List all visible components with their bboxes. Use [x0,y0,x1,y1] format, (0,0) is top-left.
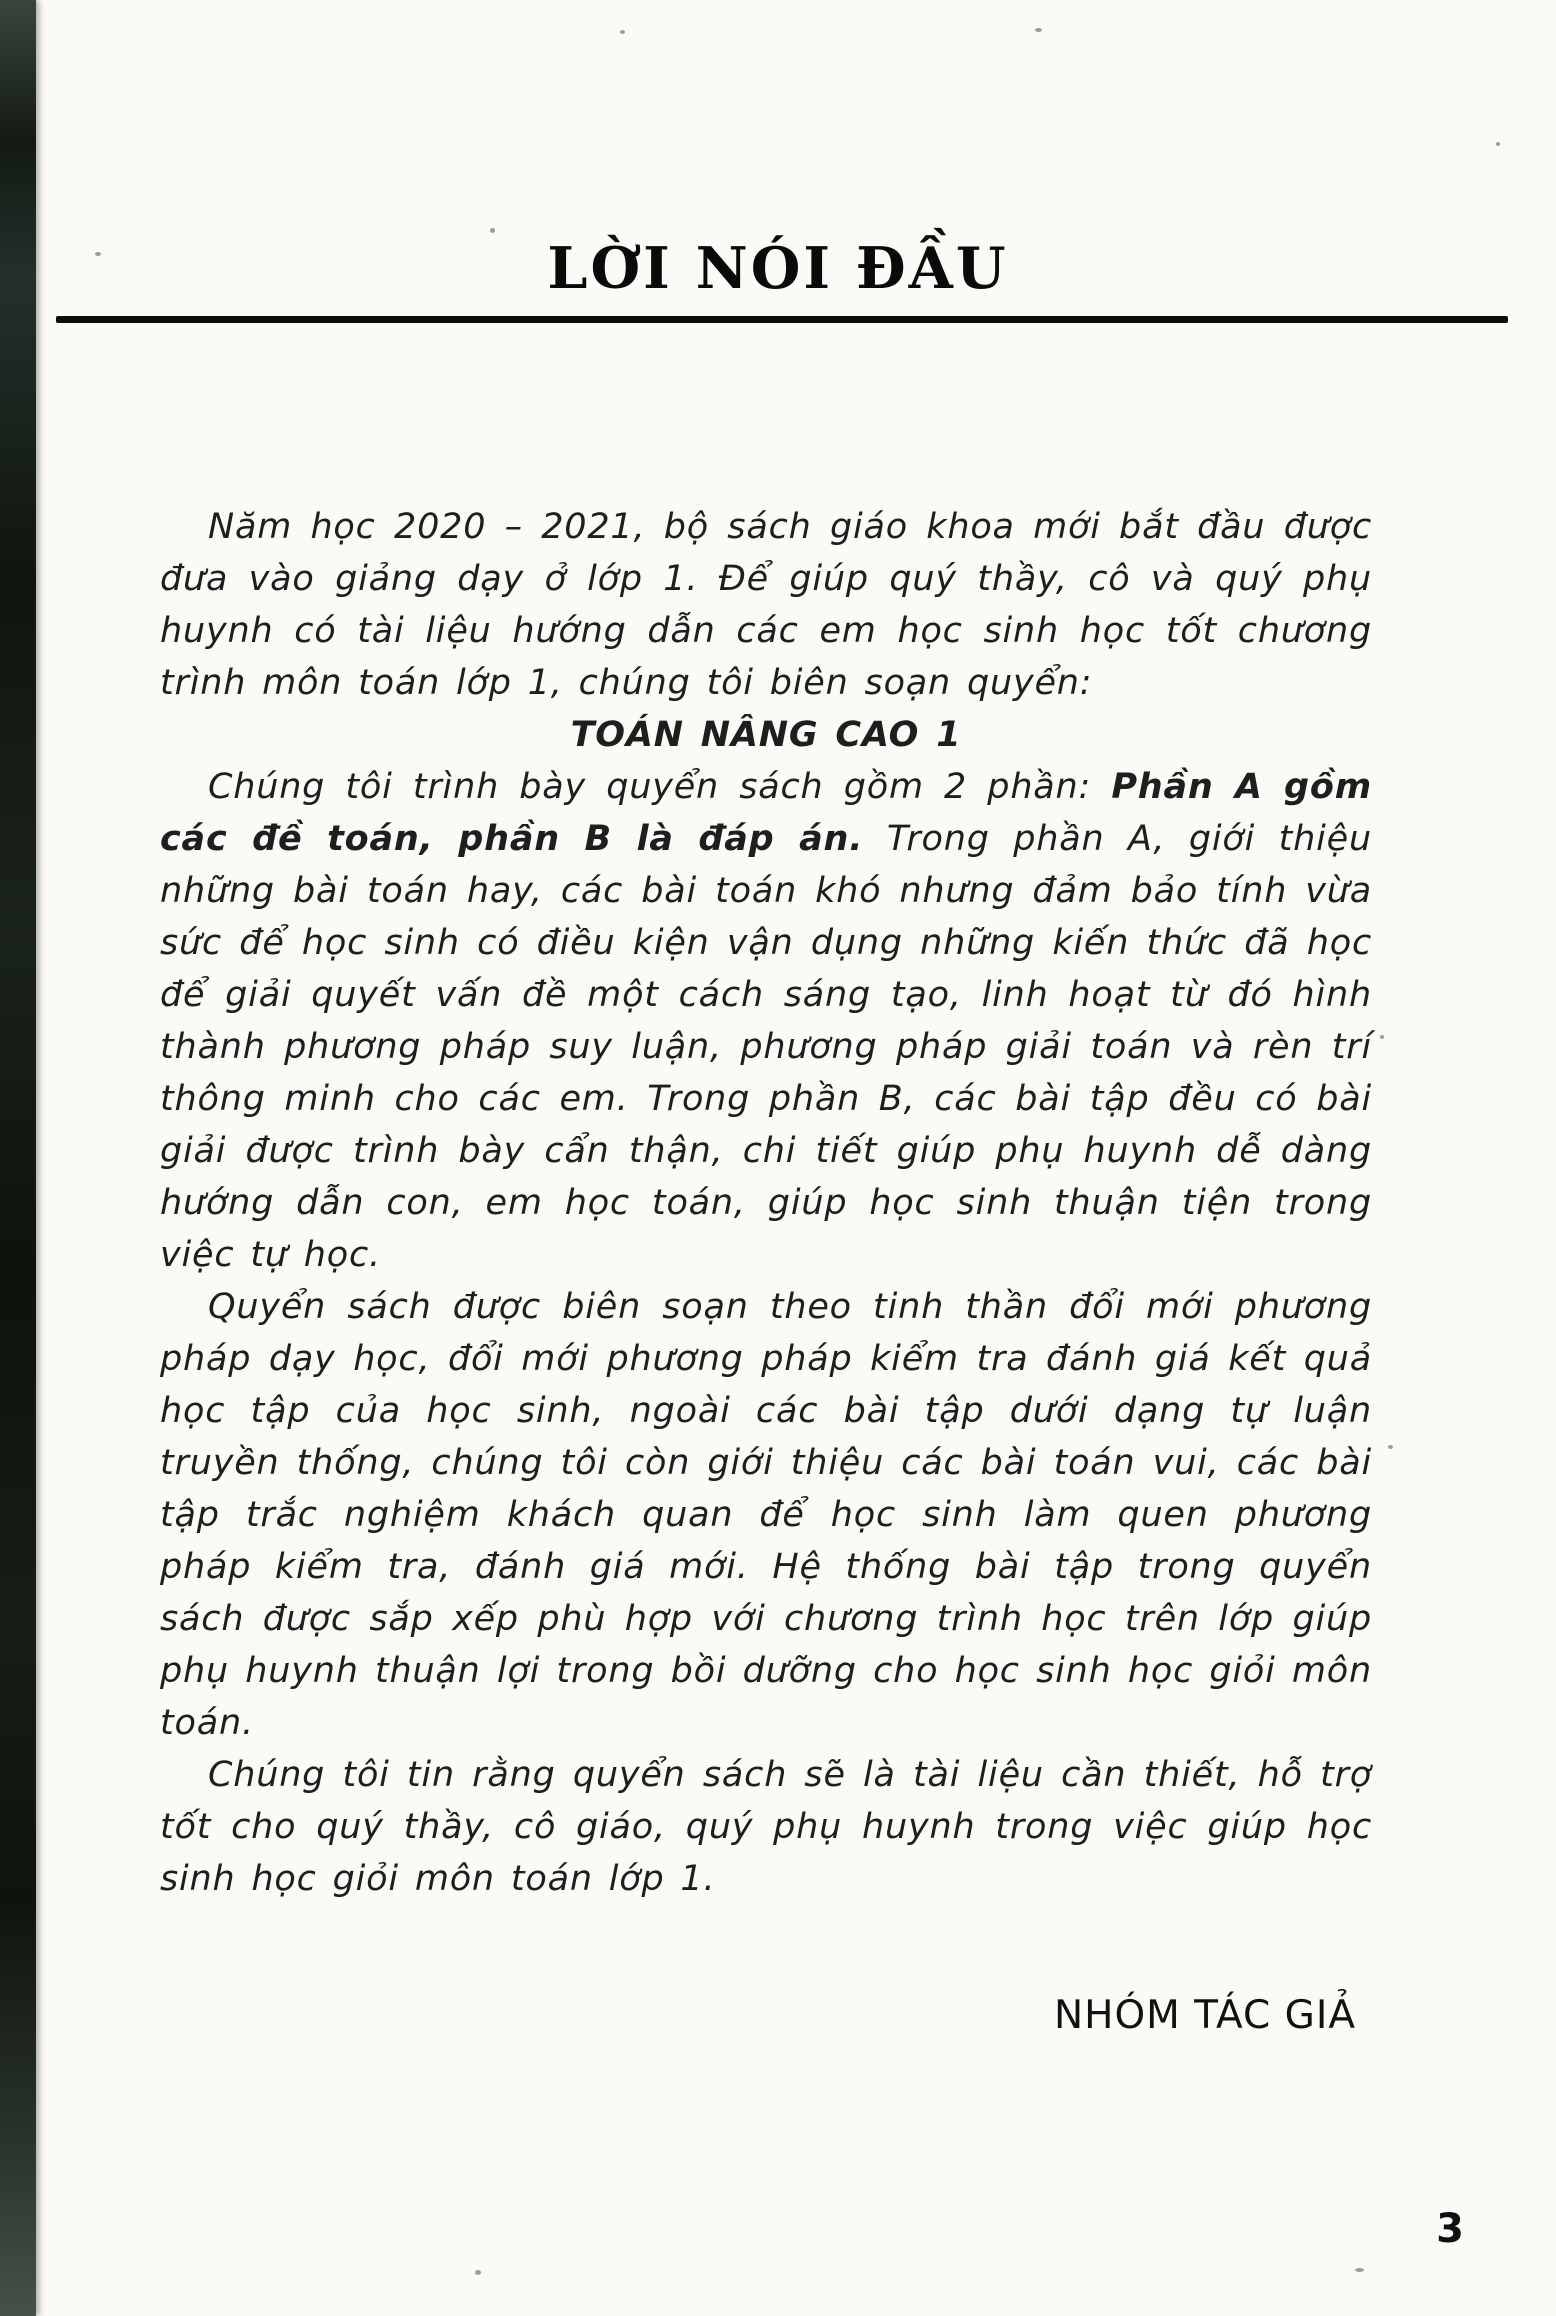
scan-speck [1035,28,1042,32]
paragraph-structure-rest: Trong phần A, giới thiệu những bài toán hay, các bài toán khó nhưng đảm bảo tính vừa sức để học sinh có điều kiện vận dụng những kiến thức đã học để giải quyết vấn đề một cách sáng tạo, linh hoạt từ đó hình thành phương pháp suy luận, phương pháp giải toán và rèn trí thông minh cho các em. Trong phần B, các bài tập đều có bài giải được trình bày cẩn thận, chi tiết giúp phụ huynh dễ dàng hướng dẫn con, em học toán, giúp học sinh thuận tiện trong việc tự học. [160,819,1372,1275]
scan-speck [1496,142,1500,146]
paragraph-closing: Chúng tôi tin rằng quyển sách sẽ là tài liệu cần thiết, hỗ trợ tốt cho quý thầy, cô giáo, quý phụ huynh trong việc giúp học sinh học giỏi môn toán lớp 1. [160,1755,1372,1899]
paragraph-structure [160,761,1372,1281]
book-binding-scan-edge [0,0,36,2316]
scan-speck [1355,2268,1364,2272]
scan-speck [1380,1035,1384,1039]
title-underline-rule [56,316,1508,323]
paragraph-structure-lead: Chúng tôi trình bày quyển sách gồm 2 phần: [208,767,1112,807]
author-signature: NHÓM TÁC GIẢ [1053,1993,1356,2038]
paragraph-method: Quyển sách được biên soạn theo tinh thần đổi mới phương pháp dạy học, đổi mới phương pháp kiểm tra đánh giá kết quả học tập của học sinh, ngoài các bài tập dưới dạng tự luận truyền thống, chúng tôi còn giới thiệu các bài toán vui, các bài tập trắc nghiệm khách quan để học sinh làm quen phương pháp kiểm tra, đánh giá mới. Hệ thống bài tập trong quyển sách được sắp xếp phù hợp với chương trình học trên lớp giúp phụ huynh thuận lợi trong bồi dưỡng cho học sinh học giỏi môn toán. [160,1287,1372,1743]
preface-body [160,501,1372,1905]
book-title-line: TOÁN NÂNG CAO 1 [570,715,962,755]
scan-speck [475,2270,481,2275]
page-number: 3 [1436,2206,1464,2252]
paragraph-structure-bold: Phần A gồm các đề toán, phần B là đáp án. [160,767,1372,859]
scan-speck [620,30,625,34]
page-title: LỜI NÓI ĐẦU [547,235,1009,302]
scan-speck [95,252,101,256]
scan-speck [490,228,495,233]
scan-speck [1388,1445,1393,1449]
paragraph-intro: Năm học 2020 – 2021, bộ sách giáo khoa mới bắt đầu được đưa vào giảng dạy ở lớp 1. Để giúp quý thầy, cô và quý phụ huynh có tài liệu hướng dẫn các em học sinh học tốt chương trình môn toán lớp 1, chúng tôi biên soạn quyển: [160,507,1372,703]
